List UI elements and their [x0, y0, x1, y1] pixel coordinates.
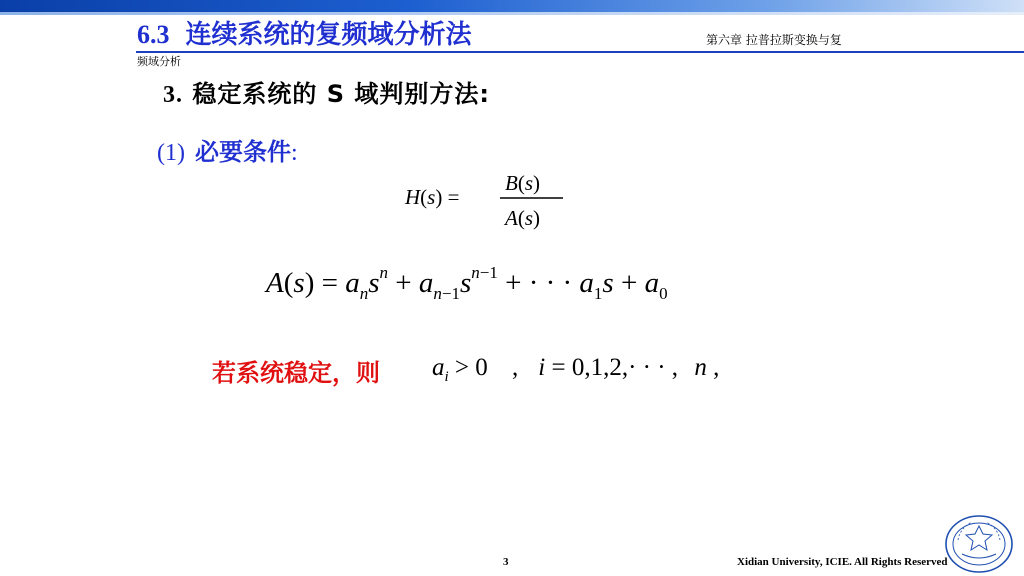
- page-number: 3: [503, 556, 509, 568]
- svg-text:H(s) =: H(s) =: [405, 185, 460, 209]
- heading-text: 稳定系统的 S 域判别方法:: [192, 80, 490, 108]
- svg-text:A(s) = ansn + an−1sn−1 + · · ·: $A(s) = a_ns^n + a_n-1s^n-1$ + · · · $a_1s + a_0$: [266, 263, 668, 303]
- condition-text: 必要条件: [194, 138, 291, 166]
- svg-text:A(s): A(s): [505, 206, 541, 230]
- section-number: 6.3: [137, 20, 170, 49]
- stability-statement: 若系统稳定，则: [212, 359, 380, 387]
- svg-text:ai > 0 ,i = 0,1,2,· · · , n ,: $a_i > 0$ , i = 0,1,2,· · · , n ,: [432, 354, 720, 385]
- chapter-label-continued: 频域分析: [137, 55, 181, 68]
- condition-colon: :: [290, 140, 298, 166]
- coefficient-condition-formula: [432, 354, 719, 385]
- characteristic-polynomial-formula: [264, 263, 668, 303]
- heading-number: 3.: [163, 82, 183, 108]
- university-seal-icon: [944, 514, 1014, 574]
- section-title-text: 连续系统的复频域分析法: [185, 20, 472, 50]
- transfer-function-formula: [404, 171, 563, 230]
- copyright-footer: Xidian University, ICIE. All Rights Reserved: [737, 556, 948, 568]
- svg-text:B(s): B(s): [505, 171, 541, 195]
- condition-number: (1): [157, 140, 185, 166]
- chapter-label: 第六章 拉普拉斯变换与复: [706, 33, 842, 47]
